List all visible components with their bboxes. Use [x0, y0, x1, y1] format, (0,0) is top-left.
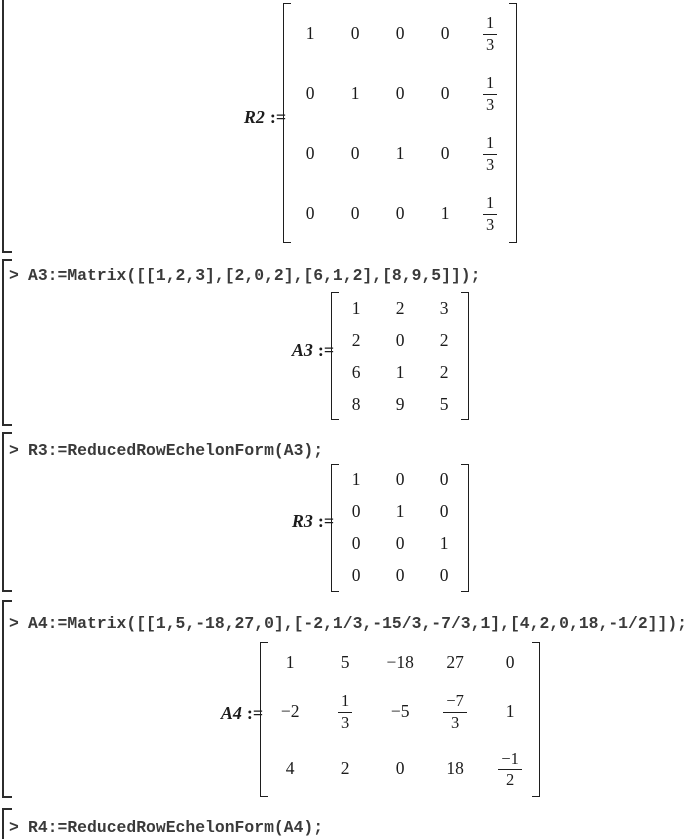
matrix-cell [483, 72, 497, 114]
exec-group-r4 [0, 808, 692, 839]
matrix-cell: 0 [350, 202, 360, 223]
matrix-cell: 2 [439, 329, 449, 350]
matrix-cell: −2 [280, 700, 300, 721]
matrix-cell: 0 [395, 565, 405, 585]
bracket-top-tick [2, 432, 12, 434]
matrix-cell: 0 [305, 82, 315, 103]
matrix-cell: 0 [395, 82, 405, 103]
bracket-bottom-tick [2, 424, 12, 426]
matrix-cell: 1 [351, 297, 361, 318]
fraction-numerator: 1 [483, 14, 497, 34]
matrix-cell: 1 [440, 202, 450, 223]
output-r3 [60, 463, 692, 592]
matrix-cell: 1 [305, 22, 315, 43]
variable-name: R2 [243, 106, 265, 127]
bracket-line [2, 808, 4, 839]
matrix-cell: 1 [395, 361, 405, 382]
output-label [292, 511, 334, 532]
matrix-cell: 5 [340, 651, 350, 672]
fraction [483, 74, 497, 114]
input-line-a3 [0, 259, 692, 285]
fraction-numerator: 1 [483, 194, 497, 214]
execution-group-bracket[interactable] [0, 0, 12, 253]
matrix-cell [443, 690, 467, 732]
matrix-cell: 0 [439, 565, 449, 585]
fraction [483, 14, 497, 54]
matrix-cell: 0 [440, 142, 450, 163]
assign-operator: := [269, 106, 287, 127]
matrix-a3 [340, 292, 460, 420]
matrix-cell: 0 [351, 565, 361, 585]
input-prompt: > [9, 818, 19, 837]
output-a4 [60, 642, 692, 797]
fraction-denominator: 3 [451, 712, 460, 732]
matrix-cell: −18 [386, 651, 414, 672]
matrix-cell: 0 [351, 533, 361, 553]
input-prompt: > [9, 441, 19, 460]
fraction [483, 134, 497, 174]
bracket-bottom-tick [2, 251, 12, 253]
assign-operator: := [317, 511, 335, 531]
bracket-top-tick [2, 600, 12, 602]
matrix-cell: −5 [390, 700, 410, 721]
matrix-cell: 27 [446, 651, 464, 672]
fraction-denominator: 3 [486, 34, 495, 54]
matrix-cell: 0 [305, 142, 315, 163]
matrix-r2 [292, 3, 508, 243]
matrix-cell: 0 [305, 202, 315, 223]
fraction [498, 750, 522, 790]
execution-group-bracket[interactable] [0, 432, 12, 592]
matrix-cell: 2 [439, 361, 449, 382]
matrix-cell [483, 132, 497, 174]
exec-group-a3 [0, 259, 692, 426]
variable-name: R3 [291, 511, 313, 531]
matrix-cell: 0 [439, 469, 449, 489]
matrix-cell: 0 [350, 142, 360, 163]
variable-name: A4 [220, 703, 242, 723]
matrix-cell: 9 [395, 393, 405, 414]
bracket-top-tick [2, 808, 12, 810]
matrix-cell: 2 [395, 297, 405, 318]
matrix-cell [483, 192, 497, 234]
output-a3 [60, 292, 692, 420]
input-prompt: > [9, 614, 19, 633]
matrix-cell [498, 748, 522, 790]
fraction [483, 194, 497, 234]
input-line-a4 [0, 600, 692, 633]
input-line-r4 [0, 808, 692, 837]
exec-group-r3 [0, 432, 692, 592]
matrix-cell: 0 [395, 758, 405, 778]
assign-operator: := [246, 703, 264, 723]
exec-group-r2-output [0, 0, 692, 253]
bracket-bottom-tick [2, 590, 12, 592]
fraction [338, 692, 352, 732]
fraction-denominator: 3 [486, 94, 495, 114]
execution-group-bracket[interactable] [0, 259, 12, 426]
input-code-a3[interactable]: A3:=Matrix([[1,2,3],[2,0,2],[6,1,2],[8,9,5]]); [28, 266, 481, 285]
fraction-numerator: 1 [483, 134, 497, 154]
output-label [221, 703, 263, 724]
matrix-cell: 5 [439, 393, 449, 414]
fraction-numerator: −1 [498, 750, 522, 770]
bracket-top-tick [2, 259, 12, 261]
matrix-cell: 1 [505, 700, 515, 721]
matrix-cell [483, 12, 497, 54]
matrix-cell: 1 [285, 651, 295, 672]
matrix-cell: 1 [351, 469, 361, 489]
bracket-line [2, 0, 4, 253]
matrix-cell: 6 [351, 361, 361, 382]
fraction-numerator: 1 [338, 692, 352, 712]
input-line-r3 [0, 432, 692, 460]
matrix-cell: 0 [395, 469, 405, 489]
fraction-denominator: 3 [486, 214, 495, 234]
fraction [443, 692, 467, 732]
matrix-cell: 0 [439, 501, 449, 521]
matrix-cell: 0 [350, 22, 360, 43]
exec-group-a4 [0, 600, 692, 798]
matrix-cell: 0 [351, 501, 361, 521]
matrix-cell: 0 [440, 22, 450, 43]
output-r2 [60, 2, 692, 244]
matrix-cell: 2 [351, 329, 361, 350]
matrix-cell: 8 [351, 393, 361, 414]
variable-name: A3 [291, 339, 313, 360]
matrix-a4 [269, 642, 531, 797]
matrix-cell: 0 [395, 533, 405, 553]
matrix-cell: 1 [395, 501, 405, 521]
bracket-line [2, 600, 4, 798]
output-label [292, 340, 334, 361]
matrix-cell: 2 [340, 758, 350, 778]
fraction-denominator: 3 [486, 154, 495, 174]
matrix-cell: 0 [440, 82, 450, 103]
input-code-r3[interactable]: R3:=ReducedRowEchelonForm(A3); [28, 441, 324, 460]
matrix-cell: 0 [505, 651, 515, 672]
fraction-numerator: 1 [483, 74, 497, 94]
assign-operator: := [317, 339, 335, 360]
bracket-bottom-tick [2, 796, 12, 798]
input-code-a4[interactable]: A4:=Matrix([[1,5,-18,27,0],[-2,1/3,-15/3,-7/3,1],[4,2,0,18,-1/2]]); [28, 614, 688, 633]
matrix-cell: 1 [439, 533, 449, 553]
matrix-cell: 3 [439, 297, 449, 318]
fraction-numerator: −7 [443, 692, 467, 712]
matrix-cell: 4 [285, 758, 295, 778]
output-label [244, 107, 286, 128]
matrix-cell: 0 [395, 202, 405, 223]
fraction-denominator: 3 [341, 712, 350, 732]
matrix-cell: 1 [350, 82, 360, 103]
execution-group-bracket[interactable] [0, 808, 12, 839]
matrix-cell: 1 [395, 142, 405, 163]
fraction-denominator: 2 [506, 770, 515, 789]
matrix-r3 [340, 464, 460, 592]
matrix-cell: 0 [395, 22, 405, 43]
execution-group-bracket[interactable] [0, 600, 12, 798]
matrix-cell: 0 [395, 329, 405, 350]
bracket-line [2, 259, 4, 426]
bracket-line [2, 432, 4, 592]
matrix-cell: 18 [446, 758, 464, 778]
matrix-cell [338, 690, 352, 732]
input-code-r4[interactable]: R4:=ReducedRowEchelonForm(A4); [28, 818, 324, 837]
input-prompt: > [9, 266, 19, 285]
